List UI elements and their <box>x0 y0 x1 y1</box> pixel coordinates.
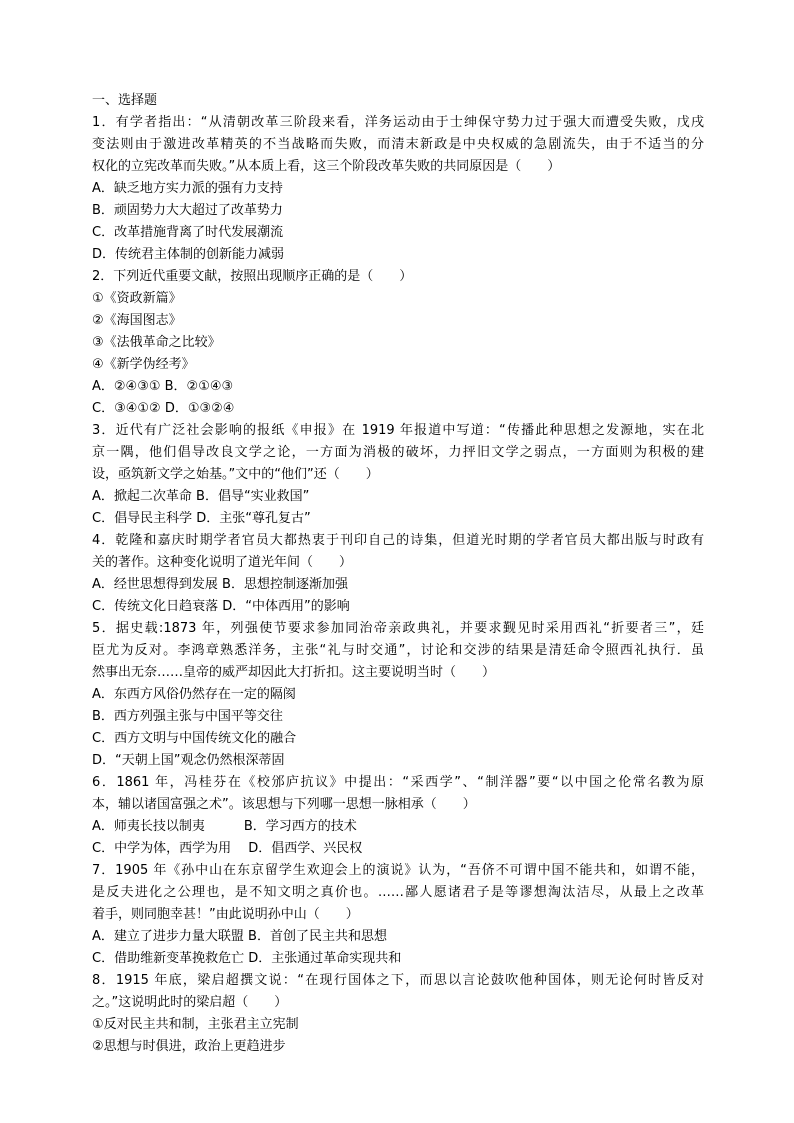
answer-option: C．传统文化日趋衰落 D．“中体西用”的影响 <box>92 599 350 614</box>
answer-option: A．师夷长技以制夷 B．学习西方的技术 <box>92 819 357 834</box>
answer-option: ①《资政新篇》 <box>92 291 182 306</box>
answer-option: C．改革措施背离了时代发展潮流 <box>92 225 284 240</box>
question-stem-line: 然事出无奈……皇帝的威严却因此大打折扣。这主要说明当时（ ） <box>92 665 496 680</box>
answer-option: ④《新学伪经考》 <box>92 357 195 372</box>
question-stem-line: 变法则由于激进改革精英的不当战略而失败，而清末新政是中央权威的急剧流失，由于不适当的分 <box>92 137 704 152</box>
question-stem-line: 是反夫进化之公理也，是不知文明之真价也。……鄙人愿诸君子是等谬想淘汰洁尽，从最上之改革 <box>92 885 704 900</box>
question-stem-line: 3．近代有广泛社会影响的报纸《申报》在 1919 年报道中写道：“传播此种思想之发源地，实在北 <box>92 423 704 438</box>
question-stem-line: 1．有学者指出：“从清朝改革三阶段来看，洋务运动由于士绅保守势力过于强大而遭受失败，戊戌 <box>92 115 704 130</box>
answer-option: C．借助维新变革挽救危亡 D．主张通过革命实现共和 <box>92 951 402 966</box>
answer-option: D．“天朝上国”观念仍然根深蒂固 <box>92 753 285 768</box>
question-stem-line: 设，亟筑新文学之始基。”文中的“他们”还（ ） <box>92 467 379 482</box>
question-stem-line: 6．1861 年，冯桂芬在《校邠庐抗议》中提出：“采西学”、“制洋器”要“以中国之伦常名教为原 <box>92 775 704 790</box>
answer-option: C．③④①② D．①③②④ <box>92 401 235 416</box>
question-3 <box>92 420 704 530</box>
question-stem-line: 臣尤为反对。李鸿章熟悉洋务，主张“礼与时交通”，讨论和交涉的结果是清廷命令照西礼执行．虽 <box>92 643 704 658</box>
question-8 <box>92 970 704 1058</box>
question-stem-line: 着手，则同胞幸甚！”由此说明孙中山（ ） <box>92 907 359 922</box>
answer-option: ②思想与时俱进，政治上更趋进步 <box>92 1039 286 1054</box>
question-stem-line: 2．下列近代重要文献，按照出现顺序正确的是（ ） <box>92 269 413 284</box>
question-stem-line: 本，辅以诸国富强之术”。该思想与下列哪一思想一脉相承（ ） <box>92 797 476 812</box>
answer-option: A．建立了进步力量大联盟 B．首创了民主共和思想 <box>92 929 387 944</box>
answer-option: A．东西方风俗仍然存在一定的隔阂 <box>92 687 296 702</box>
question-stem-line: 5．据史载:1873 年，列强使节要求参加同治帝亲政典礼，并要求觐见时采用西礼“折要者三”，廷 <box>92 621 704 636</box>
question-5 <box>92 618 704 772</box>
question-stem-line: 之。”这说明此时的梁启超（ ） <box>92 995 288 1010</box>
question-stem-line: 7．1905 年《孙中山在东京留学生欢迎会上的演说》认为，“吾侪不可谓中国不能共和，如谓不能， <box>92 863 704 878</box>
question-7 <box>92 860 704 970</box>
answer-option: D．传统君主体制的创新能力减弱 <box>92 247 285 262</box>
section-title: 一、选择题 <box>92 93 158 108</box>
question-list <box>92 112 704 1058</box>
question-6 <box>92 772 704 860</box>
question-stem-line: 权化的立宪改革而失败。”从本质上看，这三个阶段改革失败的共同原因是（ ） <box>92 159 561 174</box>
answer-option: A．缺乏地方实力派的强有力支持 <box>92 181 283 196</box>
question-2 <box>92 266 704 420</box>
question-4 <box>92 530 704 618</box>
answer-option: ②《海国图志》 <box>92 313 182 328</box>
question-stem-line: 京一隅，他们倡导改良文学之论，一方面为消极的破坏，力抨旧文学之弱点，一方面则为积极的建 <box>92 445 704 460</box>
answer-option: C．西方文明与中国传统文化的融合 <box>92 731 297 746</box>
question-stem-line: 4．乾隆和嘉庆时期学者官员大都热衷于刊印自己的诗集，但道光时期的学者官员大都出版与时政有 <box>92 533 704 548</box>
answer-option: ③《法俄革命之比较》 <box>92 335 221 350</box>
answer-option: C．倡导民主科学 D．主张“尊孔复古” <box>92 511 311 526</box>
question-stem-line: 关的著作。这种变化说明了道光年间（ ） <box>92 555 353 570</box>
answer-option: B．顽固势力大大超过了改革势力 <box>92 203 283 218</box>
answer-option: ①反对民主共和制，主张君主立宪制 <box>92 1017 299 1032</box>
answer-option: A．②④③① B．②①④③ <box>92 379 234 394</box>
exam-page <box>92 90 704 1058</box>
question-stem-line: 8．1915 年底，梁启超撰文说：“在现行国体之下，而思以言论鼓吹他种国体，则无论何时皆反对 <box>92 973 704 988</box>
answer-option: C．中学为体，西学为用 D．倡西学、兴民权 <box>92 841 363 856</box>
answer-option: A．掀起二次革命 B．倡导“实业救国” <box>92 489 310 504</box>
question-1 <box>92 112 704 266</box>
answer-option: B．西方列强主张与中国平等交往 <box>92 709 283 724</box>
answer-option: A．经世思想得到发展 B．思想控制逐渐加强 <box>92 577 348 592</box>
